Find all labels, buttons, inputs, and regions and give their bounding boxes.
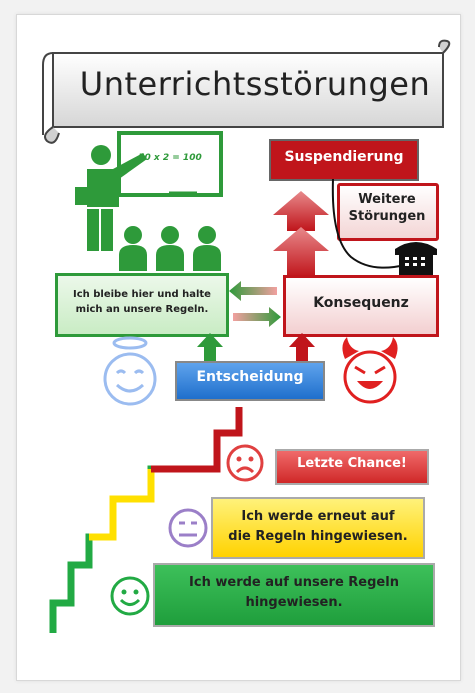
happy-face-icon [109, 575, 151, 617]
further-disruptions-label: Weitere Störungen [348, 192, 426, 224]
page-title: Unterrichtsstörungen [79, 65, 431, 103]
suspension-label: Suspendierung [284, 149, 404, 165]
students-icon [115, 225, 225, 271]
up-arrow-red [289, 333, 315, 363]
sad-face-icon [225, 443, 265, 483]
up-arrow-green [197, 333, 223, 363]
devil-face-icon [335, 333, 405, 405]
decision-label: Entscheidung [196, 369, 304, 385]
consequence-label: Konsequenz [313, 295, 409, 311]
neutral-face-icon [167, 507, 209, 549]
board-formula: 50 x 2 = 100 [138, 153, 202, 163]
swap-arrows [229, 277, 281, 329]
angel-face-icon [99, 335, 161, 407]
poster [16, 14, 461, 681]
stay-rules-label: Ich bleibe hier und halte mich an unsere Regeln. [73, 289, 211, 315]
last-chance-label: Letzte Chance! [297, 456, 407, 471]
telephone-icon [319, 177, 439, 277]
reminder-label: Ich werde auf unsere Regeln hingewiesen. [189, 575, 399, 610]
reminder-again-label: Ich werde erneut auf die Regeln hingewiesen. [228, 509, 408, 544]
escalation-arrows [273, 191, 329, 277]
